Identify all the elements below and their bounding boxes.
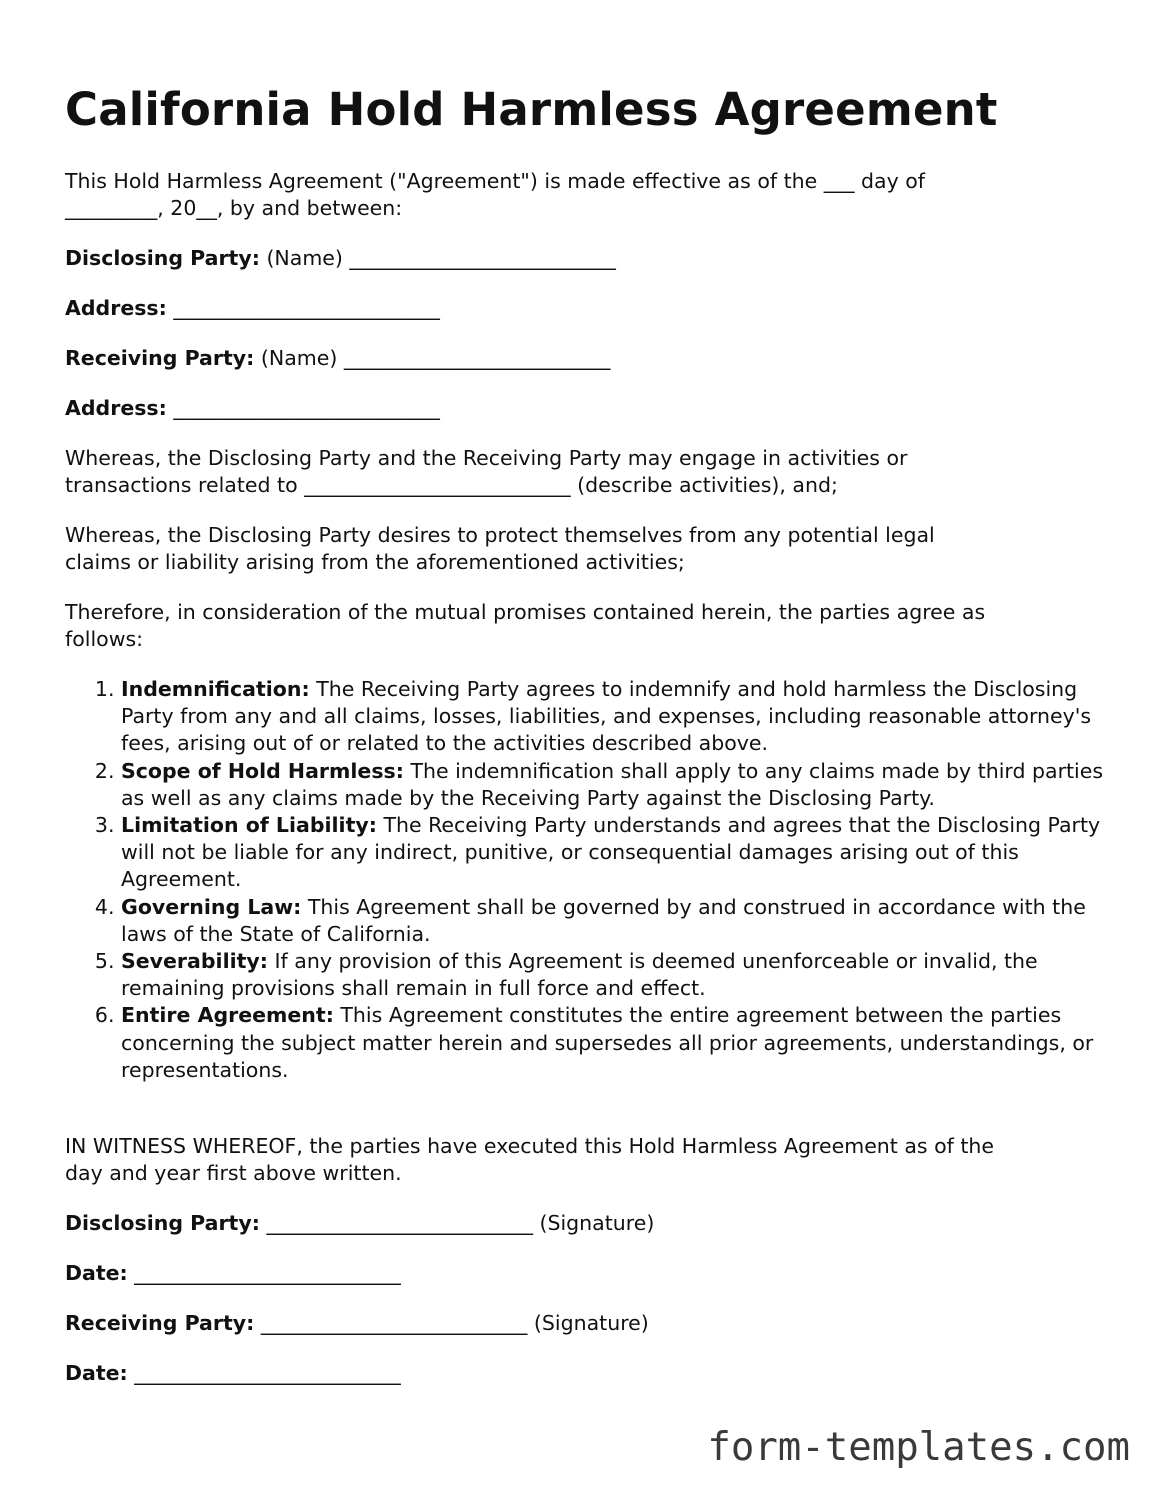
date-label: Date:: [65, 1361, 128, 1385]
disclosing-signature-label: Disclosing Party:: [65, 1211, 260, 1235]
term-text: The Receiving Party agrees to indemnify and hold harmless the Disclosing Party from any and all claims, losses, liabilities, and expenses, including reasonable attorney's fees, arising out of or related to the activities described above.: [121, 677, 1092, 756]
document-title: California Hold Harmless Agreement: [65, 83, 998, 136]
disclosing-party-blank: (Name) __________________________: [259, 246, 616, 270]
term-text: The Receiving Party understands and agrees that the Disclosing Party will not be liable for any indirect, punitive, or consequential damages arising out of this Agreement.: [121, 813, 1101, 892]
whereas-2-line-2: claims or liability arising from the aforementioned activities;: [65, 550, 685, 574]
term-text: If any provision of this Agreement is deemed unenforceable or invalid, the remaining provisions shall remain in full force and effect.: [121, 949, 1038, 1001]
list-item: [121, 758, 1105, 812]
witness-paragraph: [65, 1133, 1105, 1187]
receiving-party-blank: (Name) __________________________: [254, 346, 611, 370]
date-blank: __________________________: [127, 1361, 401, 1385]
date-blank: __________________________: [127, 1261, 401, 1285]
term-heading: Limitation of Liability:: [121, 813, 377, 838]
list-item: [121, 894, 1105, 948]
address-blank: __________________________: [166, 296, 440, 320]
disclosing-signature-field: [65, 1210, 1105, 1237]
intro-line-1: This Hold Harmless Agreement ("Agreement") is made effective as of the ___ day of: [65, 169, 925, 193]
receiving-signature-label: Receiving Party:: [65, 1311, 255, 1335]
term-text: This Agreement constitutes the entire agreement between the parties concerning the subject matter herein and supersedes all prior agreements, understandings, or representations.: [121, 1003, 1094, 1082]
address-label: Address:: [65, 396, 167, 420]
term-text: The indemnification shall apply to any claims made by third parties as well as any claims made by the Receiving Party against the Disclosing Party.: [121, 758, 1104, 810]
receiving-address-field: [65, 395, 1105, 422]
term-text: This Agreement shall be governed by and construed in accordance with the laws of the State of California.: [121, 894, 1086, 946]
term-heading: Entire Agreement:: [121, 1003, 334, 1028]
witness-line-1: IN WITNESS WHEREOF, the parties have executed this Hold Harmless Agreement as of the: [65, 1134, 995, 1158]
therefore-line-2: follows:: [65, 627, 144, 651]
receiving-signature-field: [65, 1310, 1105, 1337]
therefore-line-1: Therefore, in consideration of the mutual promises contained herein, the parties agree as: [65, 600, 986, 624]
whereas-1-line-2: transactions related to __________________________ (describe activities), and;: [65, 473, 838, 497]
term-heading: Scope of Hold Harmless:: [121, 758, 404, 783]
disclosing-date-field: [65, 1260, 1105, 1287]
whereas-paragraph-1: [65, 445, 1105, 499]
list-item: [121, 812, 1105, 894]
whereas-1-line-1: Whereas, the Disclosing Party and the Receiving Party may engage in activities or: [65, 446, 908, 470]
receiving-signature-blank: __________________________ (Signature): [254, 1311, 649, 1335]
therefore-paragraph: [65, 599, 1105, 653]
term-heading: Governing Law:: [121, 894, 302, 919]
address-label: Address:: [65, 296, 167, 320]
intro-line-2: _________, 20__, by and between:: [65, 196, 403, 220]
term-heading: Indemnification:: [121, 677, 310, 701]
receiving-party-label: Receiving Party:: [65, 346, 255, 370]
intro-paragraph: [65, 168, 1105, 222]
receiving-date-field: [65, 1360, 1105, 1387]
receiving-party-field: [65, 345, 1105, 372]
disclosing-address-field: [65, 295, 1105, 322]
list-item: [121, 676, 1105, 758]
whereas-paragraph-2: [65, 522, 1105, 576]
witness-line-2: day and year first above written.: [65, 1161, 402, 1185]
term-heading: Severability:: [121, 949, 268, 974]
whereas-2-line-1: Whereas, the Disclosing Party desires to protect themselves from any potential legal: [65, 523, 935, 547]
disclosing-signature-blank: __________________________ (Signature): [259, 1211, 655, 1235]
watermark-text: form-templates.com: [707, 1425, 1130, 1470]
disclosing-party-field: [65, 245, 1105, 272]
list-item: [121, 1002, 1105, 1084]
disclosing-party-label: Disclosing Party:: [65, 246, 260, 270]
address-blank: __________________________: [166, 396, 440, 420]
terms-list: [65, 676, 1105, 1084]
list-item: [121, 948, 1105, 1002]
date-label: Date:: [65, 1261, 128, 1285]
